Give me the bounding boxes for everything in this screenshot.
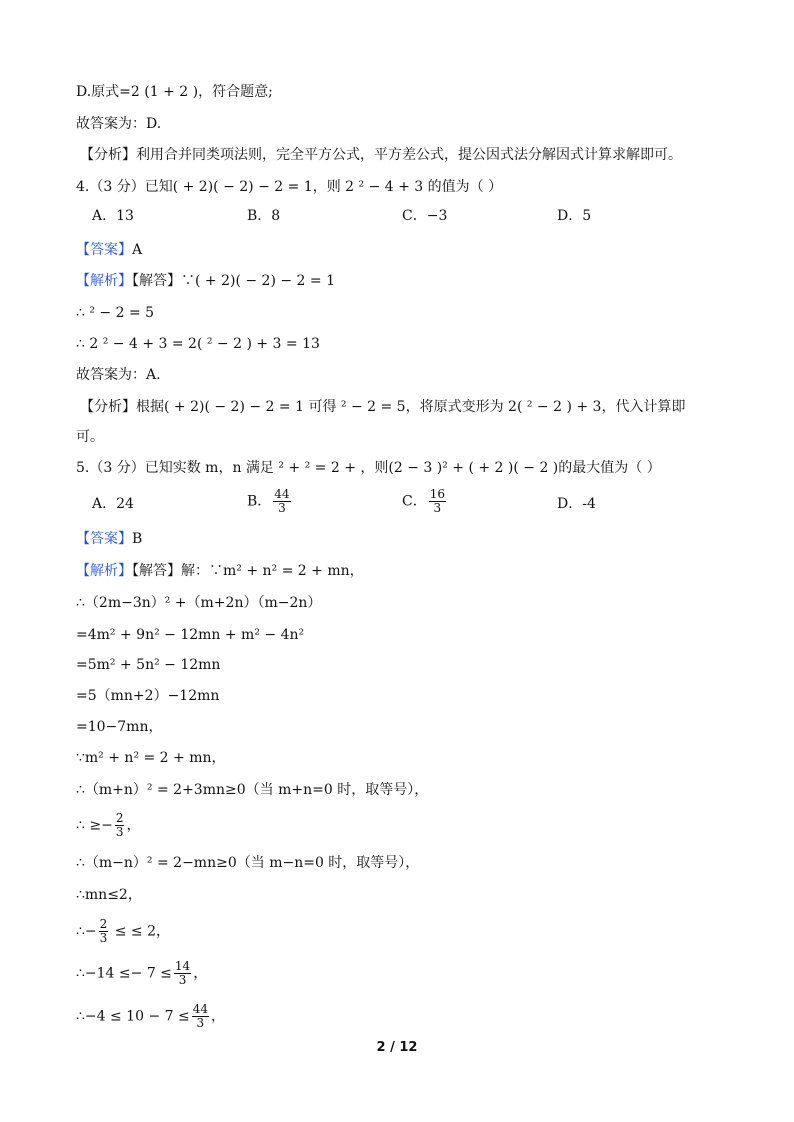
q5-step-11: ∴− $\frac{2}{3}$ ≤ ≤ 2， (76, 917, 170, 945)
q4-analysis-line (76, 271, 335, 291)
q4-step-1: ∴ ² − 2 = 5 (76, 305, 155, 321)
q5-step-3: =5m² + 5n² − 12mn (76, 657, 221, 673)
q5-step-9: ∴（m−n）² = 2−mn≥0（当 m−n=0 时，取等号）， (76, 855, 420, 871)
q5-step-10: ∴mn≤2， (76, 887, 142, 903)
q4-answer-conclusion: 故答案为：A. (76, 367, 161, 383)
question-5-stem: 5.（3 分）已知实数 m，n 满足 ² + ² = 2 + ，则(2 − 3 )² + ( + 2 )( − 2 )的最大值为（ ） (76, 460, 661, 476)
q4-option-a: A．13 (92, 208, 134, 224)
fraction-2-3: $\frac{2}{3}$ (115, 811, 124, 839)
q5-step-5: =10−7mn， (76, 719, 163, 735)
q4-option-b: B．8 (247, 208, 281, 224)
q4-analysis-tag: 【解析】 (76, 273, 132, 289)
q5-step-7: ∴（m+n）² = 2+3mn≥0（当 m+n=0 时，取等号）， (76, 782, 429, 798)
fraction-44-3: $\frac{44}{3}$ (192, 1002, 208, 1030)
q5-analysis-line (76, 561, 364, 581)
q5-answer-value: B (132, 531, 143, 547)
q5-analysis-tag: 【解析】 (76, 563, 132, 579)
q5-option-c-fraction: $\frac{16}{3}$ (429, 487, 445, 515)
q5-option-b-fraction: $\frac{44}{3}$ (274, 487, 290, 515)
question-4-options (92, 206, 732, 242)
q4-answer-tag: 【答案】 (76, 242, 132, 258)
fraction-2-3-b: $\frac{2}{3}$ (99, 917, 108, 945)
q5-step-8: ∴ ≥− $\frac{2}{3}$ ， (76, 811, 141, 839)
question-5-options (92, 488, 732, 524)
q4-answer-line (76, 240, 142, 260)
q4-step-2: ∴ 2 ² − 4 + 3 = 2( ² − 2 ) + 3 = 13 (76, 336, 320, 352)
q5-step-4: =5（mn+2）−12mn (76, 688, 220, 704)
q5-option-d: D．-4 (557, 496, 596, 512)
q5-step-12: ∴−14 ≤− 7 ≤ $\frac{14}{3}$ ， (76, 959, 208, 987)
fraction-14-3: $\frac{14}{3}$ (174, 959, 191, 987)
q5-step-13: ∴−4 ≤ 10 − 7 ≤ $\frac{44}{3}$ ， (76, 1002, 225, 1030)
q4-option-d: D．5 (557, 208, 592, 224)
q5-step-1: ∴（2m−3n）² +（m+2n）（m−2n） (76, 595, 322, 611)
q4-analysis-summary-cont: 可。 (76, 429, 104, 445)
q5-option-c: C． $\frac{16}{3}$ (402, 487, 445, 515)
q5-answer-line (76, 529, 142, 549)
q4-option-c: C．−3 (402, 208, 448, 224)
page-number: 2 / 12 (376, 1040, 418, 1055)
q5-step-2: =4m² + 9n² − 12mn + m² − 4n² (76, 627, 305, 643)
prev-solution-option-d: D.原式=2 (1 + 2 )，符合题意; (76, 84, 273, 100)
prev-answer-line: 故答案为：D. (76, 116, 162, 132)
question-4-stem: 4.（3 分）已知( + 2)( − 2) − 2 = 1，则 2 ² − 4 + 3 的值为（ ） (76, 179, 503, 195)
q4-analysis-text: 【解答】∵( + 2)( − 2) − 2 = 1 (132, 273, 335, 289)
q5-analysis-text: 【解答】解：∵m² + n² = 2 + mn， (132, 563, 364, 579)
q4-answer-value: A (132, 242, 143, 258)
q5-option-a: A．24 (92, 496, 134, 512)
q5-step-6: ∵m² + n² = 2 + mn， (76, 750, 226, 766)
q5-option-b: B． $\frac{44}{3}$ (247, 487, 290, 515)
q5-answer-tag: 【答案】 (76, 531, 132, 547)
prev-analysis-line: 【分析】利用合并同类项法则，完全平方公式，平方差公式，提公因式法分解因式计算求解即可。 (80, 147, 682, 163)
q4-analysis-summary: 【分析】根据( + 2)( − 2) − 2 = 1 可得 ² − 2 = 5，将原式变形为 2( ² − 2 ) + 3，代入计算即 (80, 399, 686, 415)
